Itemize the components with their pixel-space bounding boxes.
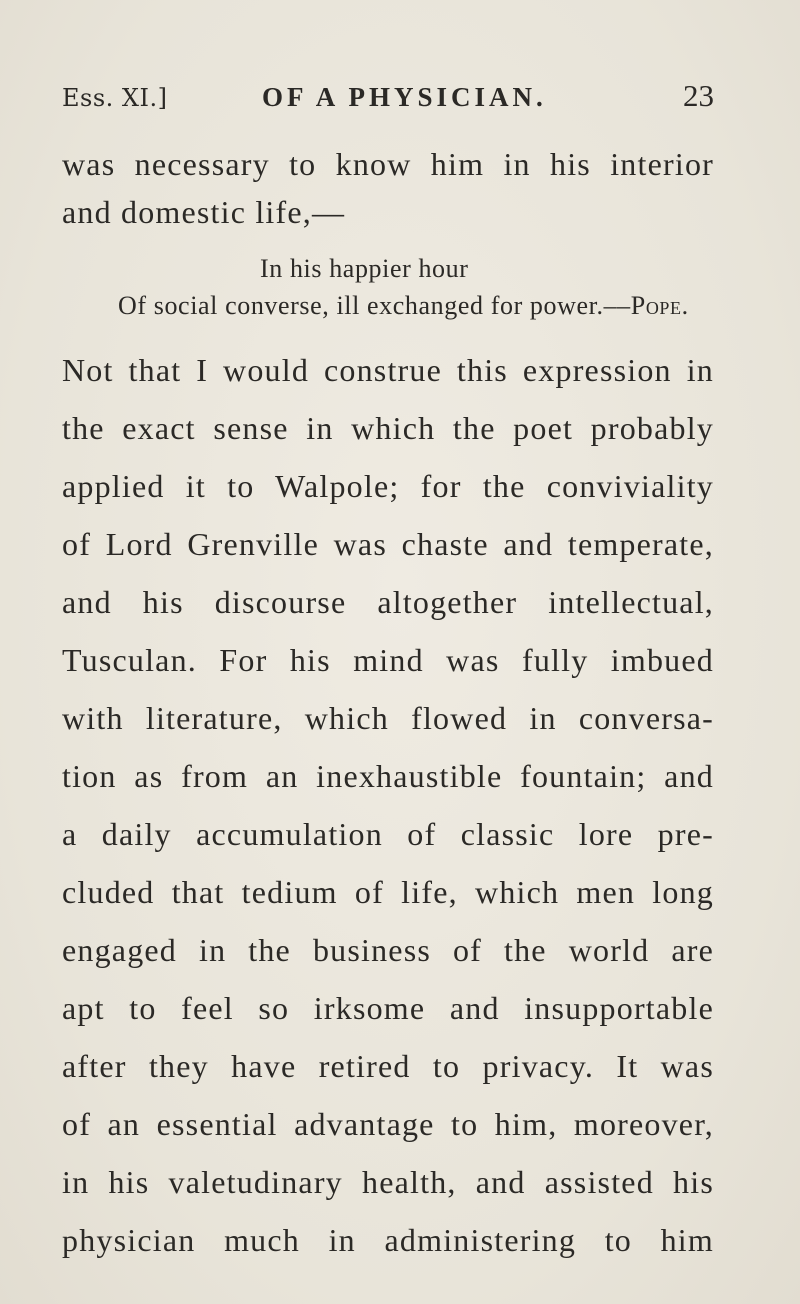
quotation-attribution: Pope. bbox=[630, 291, 689, 320]
text-line: was necessary to know him in his interior bbox=[62, 146, 714, 182]
text-line: in his valetudinary health, and assisted his bbox=[62, 1164, 714, 1200]
text-line: cluded that tedium of life, which men long bbox=[62, 874, 714, 910]
quotation-text: Of social converse, ill exchanged for power.–– bbox=[118, 291, 631, 320]
running-head bbox=[62, 78, 714, 118]
text-line: apt to feel so irksome and insupportable bbox=[62, 990, 714, 1026]
quotation-line bbox=[118, 291, 689, 321]
page-number: 23 bbox=[683, 78, 714, 113]
text-line: and his discourse altogether intellectual, bbox=[62, 584, 714, 620]
text-line: applied it to Walpole; for the conviviality bbox=[62, 468, 714, 504]
running-head-title: OF A PHYSICIAN. bbox=[262, 82, 547, 112]
text-line: tion as from an inexhaustible fountain; and bbox=[62, 758, 714, 794]
text-line: physician much in administering to him bbox=[62, 1222, 714, 1258]
text-line: a daily accumulation of classic lore pre- bbox=[62, 816, 714, 852]
running-head-section: Ess. XI.] bbox=[62, 84, 168, 112]
text-line: the exact sense in which the poet probably bbox=[62, 410, 714, 446]
text-line: of an essential advantage to him, moreover, bbox=[62, 1106, 714, 1142]
text-line: engaged in the business of the world are bbox=[62, 932, 714, 968]
text-line: and domestic life,— bbox=[62, 194, 346, 230]
quotation-line: In his happier hour bbox=[260, 254, 469, 283]
text-line: of Lord Grenville was chaste and temperate, bbox=[62, 526, 714, 562]
text-line: after they have retired to privacy. It was bbox=[62, 1048, 714, 1084]
text-line: Tusculan. For his mind was fully imbued bbox=[62, 642, 714, 678]
text-line: with literature, which flowed in conversa- bbox=[62, 700, 714, 736]
text-line: Not that I would construe this expression in bbox=[62, 352, 714, 388]
